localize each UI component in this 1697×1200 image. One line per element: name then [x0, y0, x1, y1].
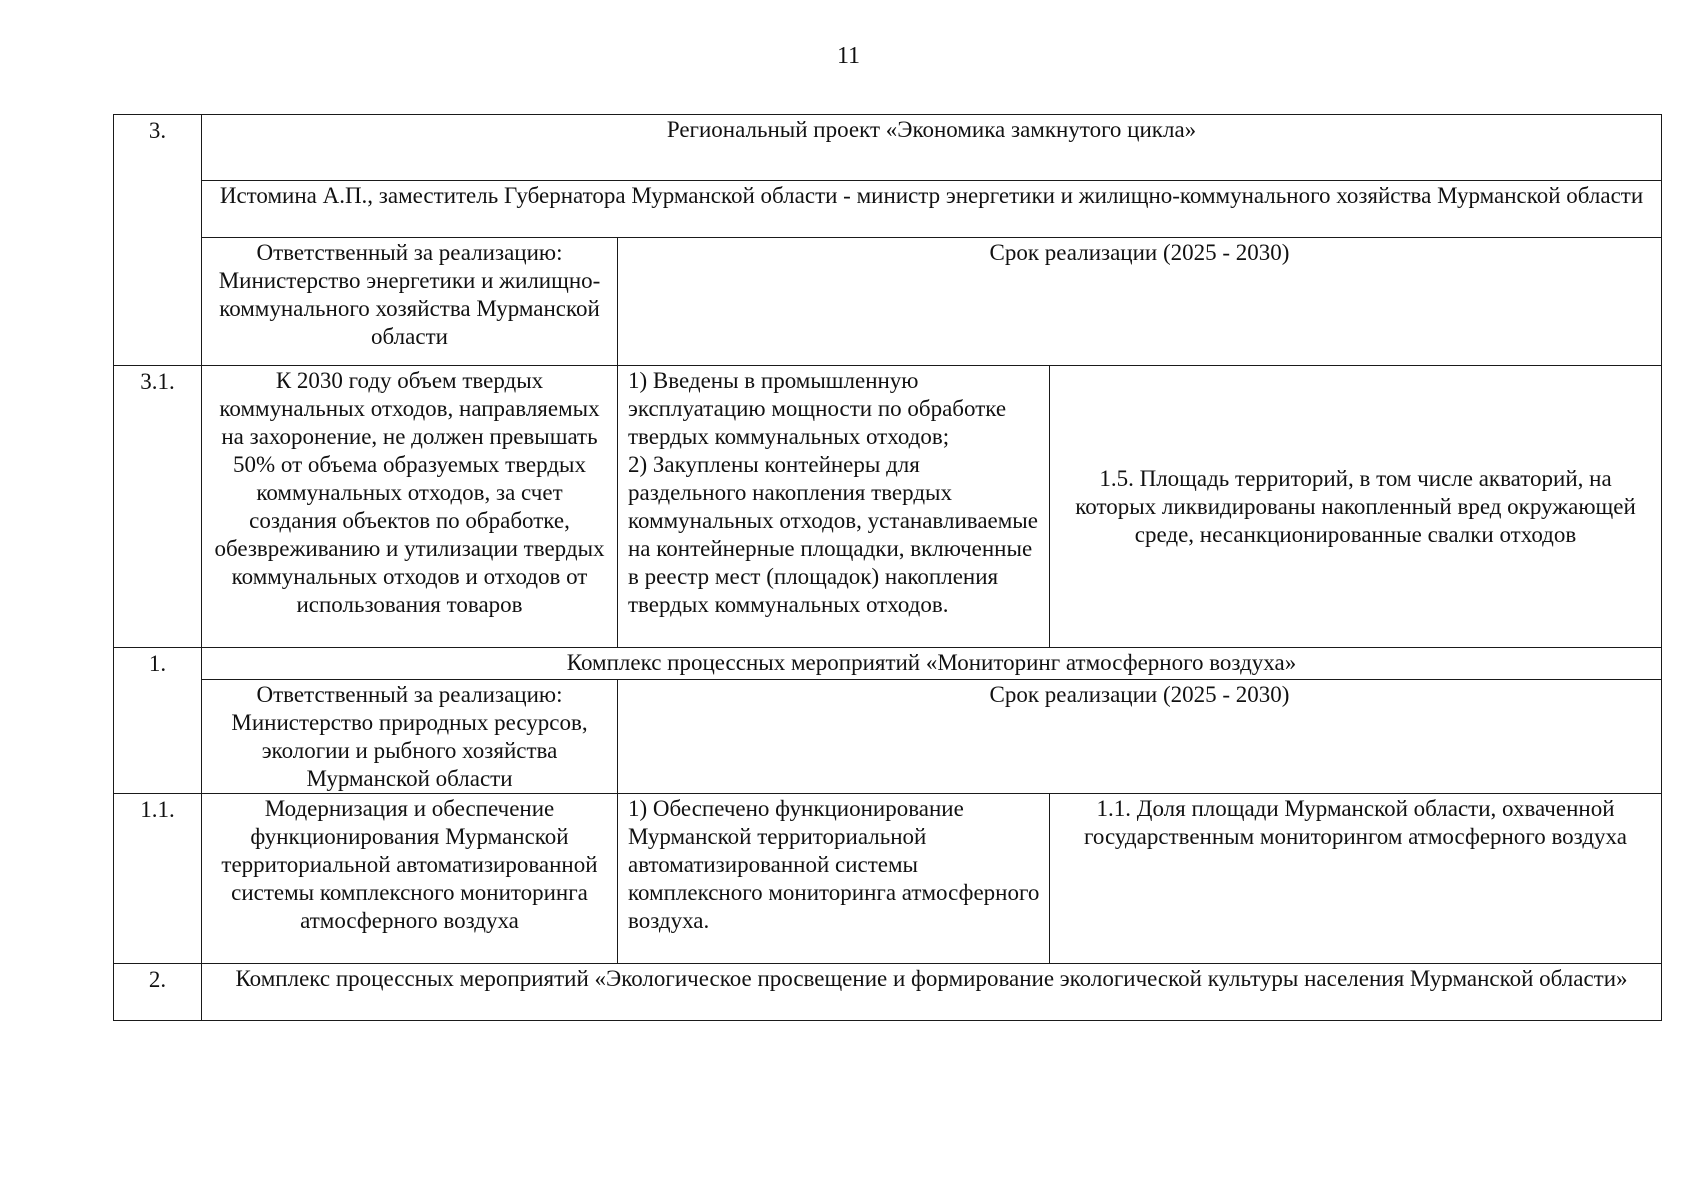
complex1-period: Срок реализации (2025 - 2030) — [618, 680, 1662, 794]
task-number: 3.1. — [114, 366, 202, 648]
task-indicator: 1.1. Доля площади Мурманской области, охваченной государственным мониторингом атмосферного воздуха — [1050, 794, 1662, 964]
project-curator: Истомина А.П., заместитель Губернатора Мурманской области - министр энергетики и жилищно-коммунального хозяйства Мурманской области — [202, 181, 1662, 238]
complex1-responsible: Ответственный за реализацию: Министерство природных ресурсов, экологии и рыбного хозяйства Мурманской области — [202, 680, 618, 794]
task-goal: Модернизация и обеспечение функционирования Мурманской территориальной автоматизированной системы комплексного мониторинга атмосферного воздуха — [202, 794, 618, 964]
task-indicator: 1.5. Площадь территорий, в том числе акваторий, на которых ликвидированы накопленный вред окружающей среде, несанкционированные свалки отходов — [1050, 366, 1662, 648]
measures-table — [113, 114, 1662, 1021]
project-curator-row — [114, 181, 1662, 238]
task-number: 1.1. — [114, 794, 202, 964]
task-row — [114, 794, 1662, 964]
page-number: 11 — [836, 43, 861, 69]
project-title-row — [114, 115, 1662, 181]
project-number: 3. — [114, 115, 202, 366]
complex1-title-row — [114, 648, 1662, 680]
complex2-number: 2. — [114, 964, 202, 1021]
task-row — [114, 366, 1662, 648]
complex1-title: Комплекс процессных мероприятий «Мониторинг атмосферного воздуха» — [202, 648, 1662, 680]
project-period: Срок реализации (2025 - 2030) — [618, 238, 1662, 366]
task-results: 1) Введены в промышленную эксплуатацию мощности по обработке твердых коммунальных отходов; 2) Закуплены контейнеры для раздельного накопления твердых коммунальных отходов, устанавливаемые на контейнерные площадки, включенные в реестр мест (площадок) накопления твердых коммунальных отходов. — [618, 366, 1050, 648]
complex1-number: 1. — [114, 648, 202, 794]
complex1-responsible-row — [114, 680, 1662, 794]
task-results: 1) Обеспечено функционирование Мурманской территориальной автоматизированной системы комплексного мониторинга атмосферного воздуха. — [618, 794, 1050, 964]
project-title: Региональный проект «Экономика замкнутого цикла» — [202, 115, 1662, 181]
project-responsible: Ответственный за реализацию: Министерство энергетики и жилищно-коммунального хозяйства Мурманской области — [202, 238, 618, 366]
complex2-title: Комплекс процессных мероприятий «Экологическое просвещение и формирование экологической культуры населения Мурманской области» — [202, 964, 1662, 1021]
task-goal: К 2030 году объем твердых коммунальных отходов, направляемых на захоронение, не должен превышать 50% от объема образуемых твердых коммунальных отходов, за счет создания объектов по обработке, обезвреживанию и утилизации твердых коммунальных отходов и отходов от использования товаров — [202, 366, 618, 648]
complex2-title-row — [114, 964, 1662, 1021]
project-responsible-row — [114, 238, 1662, 366]
